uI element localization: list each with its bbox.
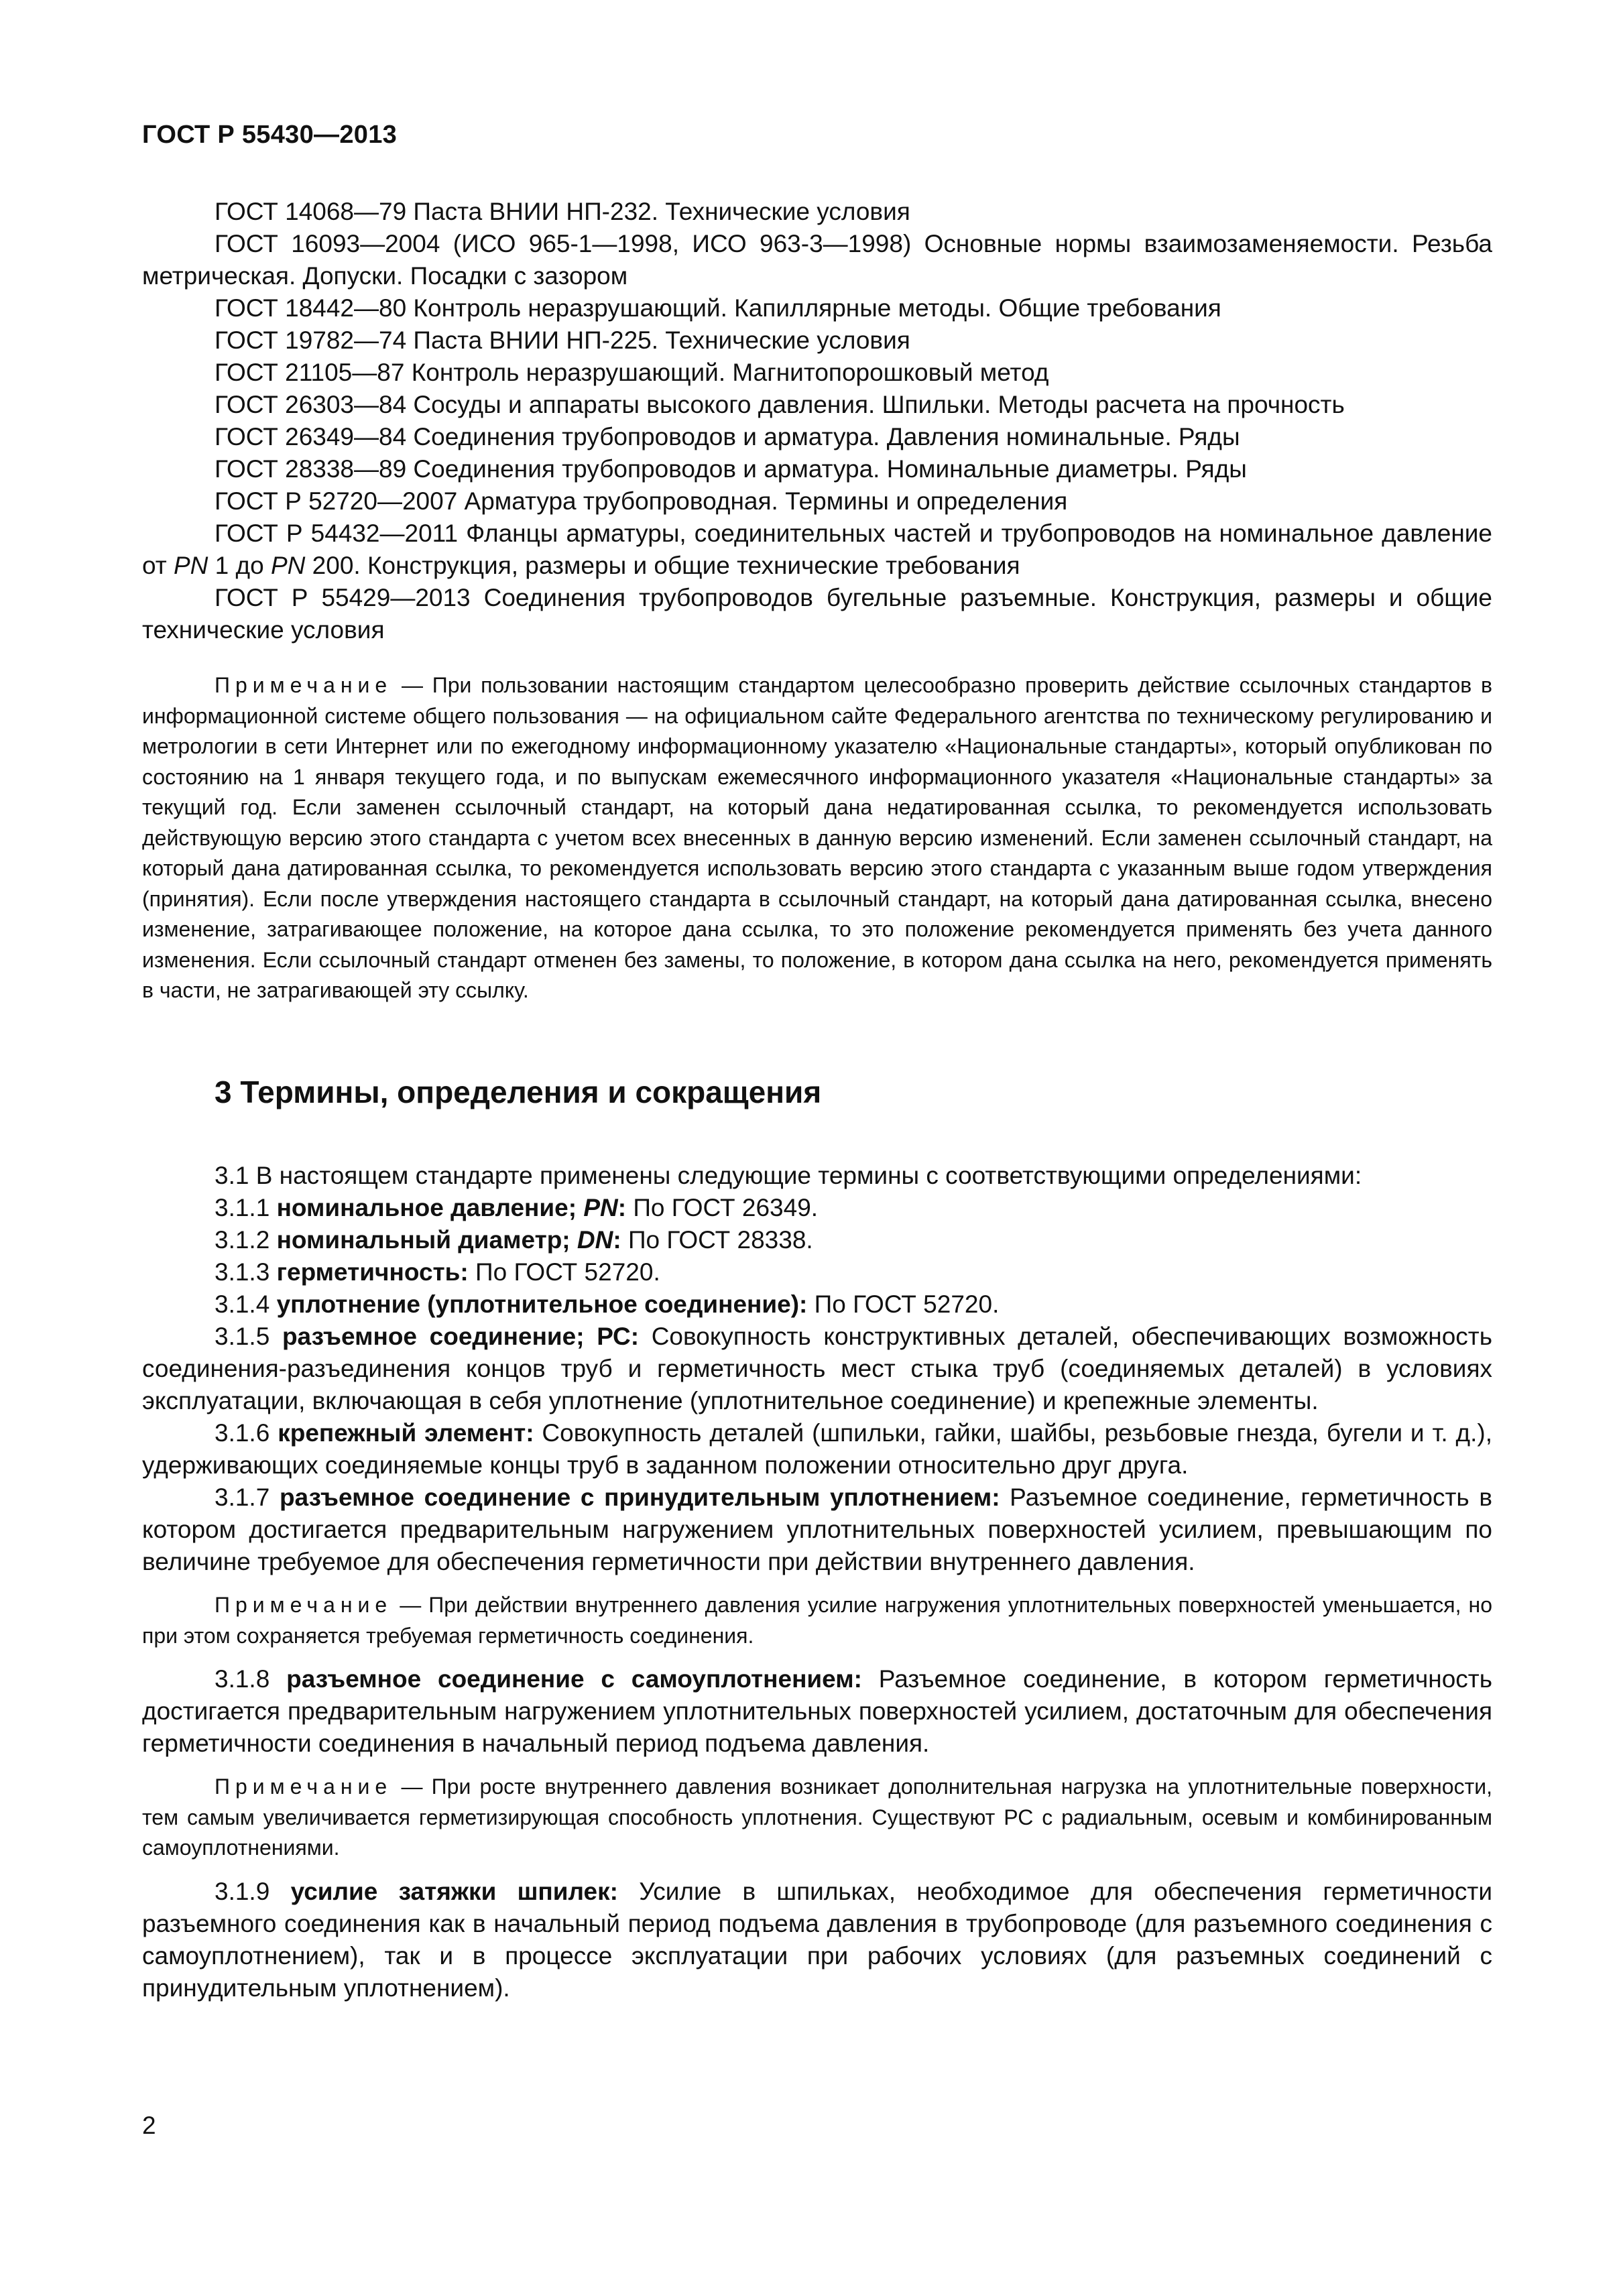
page-number: 2 — [142, 2112, 156, 2139]
term-3-1-7: 3.1.7 разъемное соединение с принудительным уплотнением: Разъемное соединение, герметичность в котором достигается предварительным нагружением уплотнительных поверхностей усилием, превышающим по величине требуемое для обеспечения герметичности при действии внутреннего давления. — [142, 1484, 1492, 1575]
reference-item: ГОСТ Р 54432—2011 Фланцы арматуры, соединительных частей и трубопроводов на номинальное давление от PN 1 до PN 200. Конструкция, размеры и общие технические требования — [142, 520, 1492, 579]
term-3-1-2: 3.1.2 номинальный диаметр; DN: По ГОСТ 28338. — [215, 1226, 813, 1254]
references-list — [142, 196, 1492, 646]
note-text: — При пользовании настоящим стандартом целесообразно проверить действие ссылочных стандартов в информационной системе общего пользования — на официальном сайте Федерального агентства по техническому регулированию и метрологии в сети Интернет или по ежегодному информационному указателю «Национальные стандарты», который опубликован по состоянию на 1 января текущего года, и по выпускам ежемесячного информационного указателя «Национальные стандарты» за текущий год. Если заменен ссылочный стандарт, на который дана недатированная ссылка, то рекомендуется использовать действующую версию этого стандарта с учетом всех внесенных в данную версию изменений. Если заменен ссылочный стандарт, на который дана датированная ссылка, то рекомендуется использовать версию этого стандарта с указанным выше годом утверждения (принятия). Если после утверждения настоящего стандарта в ссылочный стандарт, на который дана датированная ссылка, внесено изменение, затрагивающее положение, на которое дана ссылка, то это положение рекомендуется применять без учета данного изменения. Если ссылочный стандарт отменен без замены, то положение, в котором дана ссылка на него, рекомендуется применять в части, не затрагивающей эту ссылку. — [142, 673, 1492, 1002]
term-3-1-9: 3.1.9 усилие затяжки шпилек: Усилие в шпильках, необходимое для обеспечения герметичности разъемного соединения как в начальный период подъема давления в трубопроводе (для разъемного соединения с самоуплотнением), так и в процессе эксплуатации при рабочих условиях (для разъемных соединений с принудительным уплотнением). — [142, 1877, 1493, 2002]
reference-item: ГОСТ 28338—89 Соединения трубопроводов и арматура. Номинальные диаметры. Ряды — [215, 455, 1247, 483]
reference-item: ГОСТ Р 55429—2013 Соединения трубопроводов бугельные разъемные. Конструкция, размеры и общие технические условия — [142, 584, 1492, 644]
reference-item: ГОСТ 26349—84 Соединения трубопроводов и арматура. Давления номинальные. Ряды — [215, 423, 1240, 450]
references-note — [142, 670, 1492, 1006]
term-3-1-4: 3.1.4 уплотнение (уплотнительное соединение): По ГОСТ 52720. — [215, 1290, 1000, 1318]
term-3-1-3: 3.1.3 герметичность: По ГОСТ 52720. — [215, 1258, 660, 1286]
reference-item: ГОСТ Р 52720—2007 Арматура трубопроводная. Термины и определения — [215, 487, 1068, 515]
terms-intro: 3.1 В настоящем стандарте применены следующие термины с соответствующими определениями: — [215, 1162, 1362, 1189]
term-3-1-6: 3.1.6 крепежный элемент: Совокупность деталей (шпильки, гайки, шайбы, резьбовые гнезда, бугели и т. д.), удерживающих соединяемые концы труб в заданном положении относительно друг друга. — [142, 1419, 1492, 1479]
terms-section — [142, 1160, 1492, 2004]
document-header: ГОСТ Р 55430—2013 — [142, 121, 398, 149]
term-3-1-5: 3.1.5 разъемное соединение; РС: Совокупность конструктивных деталей, обеспечивающих возможность соединения-разъединения концов труб и герметичность мест стыка труб (соединяемых деталей) в условиях эксплуатации, включающая в себя уплотнение (уплотнительное соединение) и крепежные элементы. — [142, 1323, 1492, 1414]
note-3-1-8: Примечание — При росте внутреннего давления возникает дополнительная нагрузка на уплотнительные поверхности, тем самым увеличивается герметизирующая способность уплотнения. Существуют РС с радиальным, осевым и комбинированным самоуплотнениями. — [142, 1774, 1492, 1860]
note-3-1-7: Примечание — При действии внутреннего давления усилие нагружения уплотнительных поверхностей уменьшается, но при этом сохраняется требуемая герметичность соединения. — [142, 1593, 1492, 1648]
note-label: Примечание — [215, 673, 393, 697]
reference-item: ГОСТ 14068—79 Паста ВНИИ НП-232. Технические условия — [215, 198, 910, 225]
reference-item: ГОСТ 19782—74 Паста ВНИИ НП-225. Технические условия — [215, 326, 910, 354]
section-heading: 3 Термины, определения и сокращения — [215, 1075, 822, 1109]
term-3-1-8: 3.1.8 разъемное соединение с самоуплотнением: Разъемное соединение, в котором герметичность достигается предварительным нагружением уплотнительных поверхностей усилием, достаточным для обеспечения герметичности соединения в начальный период подъема давления. — [142, 1665, 1492, 1757]
reference-item: ГОСТ 21105—87 Контроль неразрушающий. Магнитопорошковый метод — [215, 359, 1049, 386]
reference-item: ГОСТ 18442—80 Контроль неразрушающий. Капиллярные методы. Общие требования — [215, 294, 1221, 322]
term-3-1-1: 3.1.1 номинальное давление; PN: По ГОСТ 26349. — [215, 1194, 819, 1221]
reference-item: ГОСТ 26303—84 Сосуды и аппараты высокого давления. Шпильки. Методы расчета на прочность — [215, 391, 1345, 418]
reference-item: ГОСТ 16093—2004 (ИСО 965-1—1998, ИСО 963-3—1998) Основные нормы взаимозаменяемости. Резьба метрическая. Допуски. Посадки с зазором — [142, 230, 1492, 290]
